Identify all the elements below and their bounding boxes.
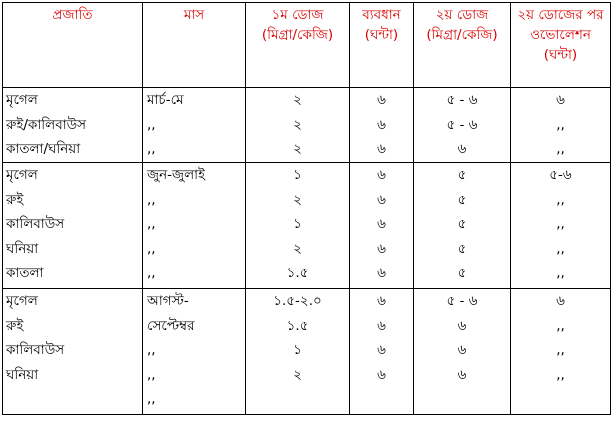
header-dose-1: ১ম ডোজ (মিগ্রা/কেজি) (246, 3, 350, 88)
cell-line: রুই (6, 191, 24, 208)
cell-line: ৬ (377, 317, 386, 334)
cell-line: মৃগেল (6, 293, 38, 309)
cell-line: ৫ - ৬ (446, 116, 478, 133)
cell-line: ,, (556, 116, 565, 133)
cell-line: রুই/কালিবাউস (6, 116, 87, 133)
cell-line: ৬ (457, 317, 467, 334)
cell-line: ২ (293, 191, 302, 208)
cell-line: ২ (293, 366, 302, 383)
dose1-cell (246, 289, 350, 415)
cell-line: ,, (556, 141, 565, 158)
header-interval: ব্যবধান (ঘন্টা) (350, 3, 414, 88)
cell-line: ,, (556, 240, 565, 257)
cell-line: ৫ (457, 265, 467, 282)
cell-line: কাতলা/ঘনিয়া (6, 141, 81, 158)
cell-line: রুই (6, 317, 24, 334)
cell-line: ৬ (377, 141, 386, 158)
cell-line: ১.৫-২.০ (273, 293, 322, 309)
cell-line: ৬ (377, 191, 386, 208)
cell-line: ১.৫ (286, 265, 309, 282)
table-row (3, 163, 611, 289)
cell-line: ৬ (457, 366, 467, 383)
cell-line: ২ (293, 92, 302, 108)
cell-line: মৃগেল (6, 92, 38, 108)
dose2-cell (414, 289, 511, 415)
cell-line: সেপ্টেম্বর (147, 317, 195, 334)
cell-line: ৫ - ৬ (446, 92, 478, 108)
header-dose-2: ২য় ডোজ (মিগ্রা/কেজি) (414, 3, 511, 88)
cell-line: ,, (147, 366, 156, 383)
cell-line: ৬ (556, 293, 565, 309)
interval-cell (350, 289, 414, 415)
cell-line: ৬ (457, 141, 467, 158)
cell-line: ,, (556, 191, 565, 208)
species-cell (3, 289, 143, 415)
cell-line: ,, (147, 141, 156, 158)
cell-line: ,, (147, 191, 156, 208)
cell-line: কালিবাউস (6, 342, 65, 359)
month-cell (143, 289, 246, 415)
table-row (3, 88, 611, 163)
interval-cell (350, 163, 414, 289)
cell-line: ১ (293, 167, 302, 183)
month-cell (143, 163, 246, 289)
cell-line: ৬ (377, 265, 386, 282)
cell-line: ২ (293, 116, 302, 133)
cell-line: ঘনিয়া (6, 240, 39, 257)
header-month: মাস (143, 3, 246, 88)
cell-line: ৫ (457, 167, 467, 183)
cell-line: ৬ (377, 167, 386, 183)
cell-line: ১.৫ (286, 317, 309, 334)
cell-line: ৬ (377, 366, 386, 383)
cell-line: ,, (556, 216, 565, 233)
cell-line: ৬ (457, 342, 467, 359)
month-cell (143, 88, 246, 163)
cell-line: মৃগেল (6, 167, 38, 183)
cell-line: ,, (147, 265, 156, 282)
cell-line: ৫ (457, 216, 467, 233)
dose2-cell (414, 88, 511, 163)
cell-line: ৫ (457, 191, 467, 208)
breeding-dosage-table (2, 2, 611, 415)
table-header-row (3, 3, 611, 88)
cell-line: মার্চ-মে (147, 92, 184, 108)
cell-line: ২ (293, 141, 302, 158)
cell-line: ৬ (377, 240, 386, 257)
cell-line: ,, (147, 240, 156, 257)
dose1-cell (246, 163, 350, 289)
cell-line: ,, (147, 391, 156, 408)
header-ovulation: ২য় ডোজের পর ওভোলেশন (ঘন্টা) (511, 3, 611, 88)
cell-line: ,, (147, 116, 156, 133)
header-species: প্রজাতি (3, 3, 143, 88)
cell-line: ,, (147, 216, 156, 233)
table-row (3, 289, 611, 415)
cell-line: ৬ (377, 216, 386, 233)
dose2-cell (414, 163, 511, 289)
cell-line: ,, (556, 265, 565, 282)
cell-line: ৬ (377, 342, 386, 359)
cell-line: ৬ (556, 92, 565, 108)
cell-line: ,, (556, 366, 565, 383)
ovulation-cell (511, 289, 611, 415)
interval-cell (350, 88, 414, 163)
cell-line: ৫ - ৬ (446, 293, 478, 309)
cell-line: ৬ (377, 92, 386, 108)
cell-line: ৬ (377, 116, 386, 133)
cell-line: ১ (293, 342, 302, 359)
dose1-cell (246, 88, 350, 163)
species-cell (3, 163, 143, 289)
cell-line: ১ (293, 216, 302, 233)
species-cell (3, 88, 143, 163)
cell-line: ৫ (457, 240, 467, 257)
cell-line: ঘনিয়া (6, 366, 39, 383)
cell-line: কালিবাউস (6, 216, 65, 233)
cell-line: ,, (147, 342, 156, 359)
cell-line: ,, (556, 317, 565, 334)
ovulation-cell (511, 88, 611, 163)
cell-line: জুন-জুলাই (147, 167, 206, 183)
cell-line: ,, (556, 342, 565, 359)
ovulation-cell (511, 163, 611, 289)
cell-line: ২ (293, 240, 302, 257)
cell-line: কাতলা (6, 265, 44, 282)
cell-line: আগস্ট- (147, 293, 189, 309)
cell-line: ৫-৬ (549, 167, 572, 183)
cell-line: ৬ (377, 293, 386, 309)
